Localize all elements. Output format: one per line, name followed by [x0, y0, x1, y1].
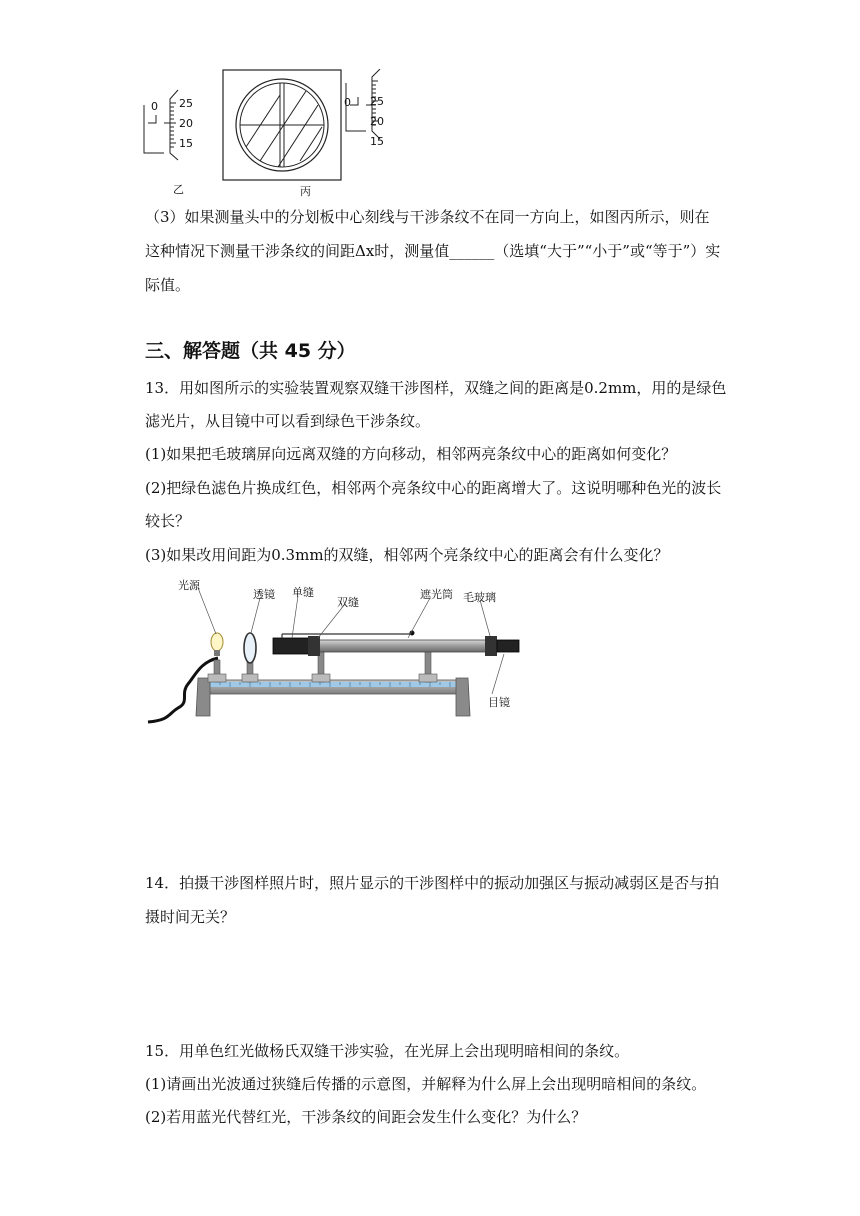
section-title: 三、解答题（共 45 分）	[145, 340, 356, 362]
figure-yi	[140, 85, 210, 196]
label-shade-tube: 遮光筒	[420, 588, 453, 601]
figure-bing	[222, 69, 397, 199]
scale-drawing-left	[140, 85, 210, 165]
label-lens: 透镜	[253, 588, 275, 601]
scale-left-tick-15: 15	[179, 137, 193, 150]
scale-right-tick-20: 20	[370, 115, 384, 128]
q13-line1: 13．用如图所示的实验装置观察双缝干涉图样，双缝之间的距离是0.2mm，用的是绿色	[145, 379, 727, 397]
q13-line2: 滤光片，从目镜中可以看到绿色干涉条纹。	[145, 412, 431, 430]
label-double-slit: 双缝	[337, 596, 359, 609]
scale-right-tick-15: 15	[370, 135, 384, 148]
scale-left-zero: 0	[151, 100, 158, 113]
q14-line1: 14．拍摄干涉图样照片时，照片显示的干涉图样中的振动加强区与振动减弱区是否与拍	[145, 874, 720, 892]
label-single-slit: 单缝	[292, 586, 314, 599]
scale-right-tick-25: 25	[370, 95, 384, 108]
label-frosted-glass: 毛玻璃	[463, 591, 496, 604]
q13-sub2a: (2)把绿色滤色片换成红色，相邻两个亮条纹中心的距离增大了。这说明哪种色光的波长	[145, 479, 722, 497]
scale-right-zero: 0	[344, 96, 351, 109]
q12-part3-line2: 这种情况下测量干涉条纹的间距Δx时，测量值______（选填“大于”“小于”或“等于”）实	[145, 242, 721, 260]
q14-line2: 摄时间无关？	[145, 908, 236, 926]
scale-left-tick-20: 20	[179, 117, 193, 130]
q12-part3-line3: 际值。	[145, 276, 191, 294]
apparatus-figure	[140, 576, 540, 726]
q13-sub2b: 较长？	[145, 512, 191, 530]
q13-sub3: (3)如果改用间距为0.3mm的双缝，相邻两个亮条纹中心的距离会有什么变化？	[145, 546, 669, 564]
q12-part3-line1: （3）如果测量头中的分划板中心刻线与干涉条纹不在同一方向上，如图丙所示，则在	[145, 208, 710, 226]
scale-left-tick-25: 25	[179, 97, 193, 110]
label-light-source: 光源	[178, 579, 200, 592]
q15-line1: 15．用单色红光做杨氏双缝干涉实验，在光屏上会出现明暗相间的条纹。	[145, 1042, 630, 1060]
q15-sub1: (1)请画出光波通过狭缝后传播的示意图，并解释为什么屏上会出现明暗相间的条纹。	[145, 1075, 707, 1093]
label-eyepiece: 目镜	[488, 696, 510, 709]
q15-sub2: (2)若用蓝光代替红光，干涉条纹的间距会发生什么变化？为什么？	[145, 1108, 587, 1126]
q13-sub1: (1)如果把毛玻璃屏向远离双缝的方向移动，相邻两亮条纹中心的距离如何变化？	[145, 445, 677, 463]
figure-bing-label: 丙	[300, 185, 311, 198]
figure-yi-label: 乙	[173, 183, 184, 196]
